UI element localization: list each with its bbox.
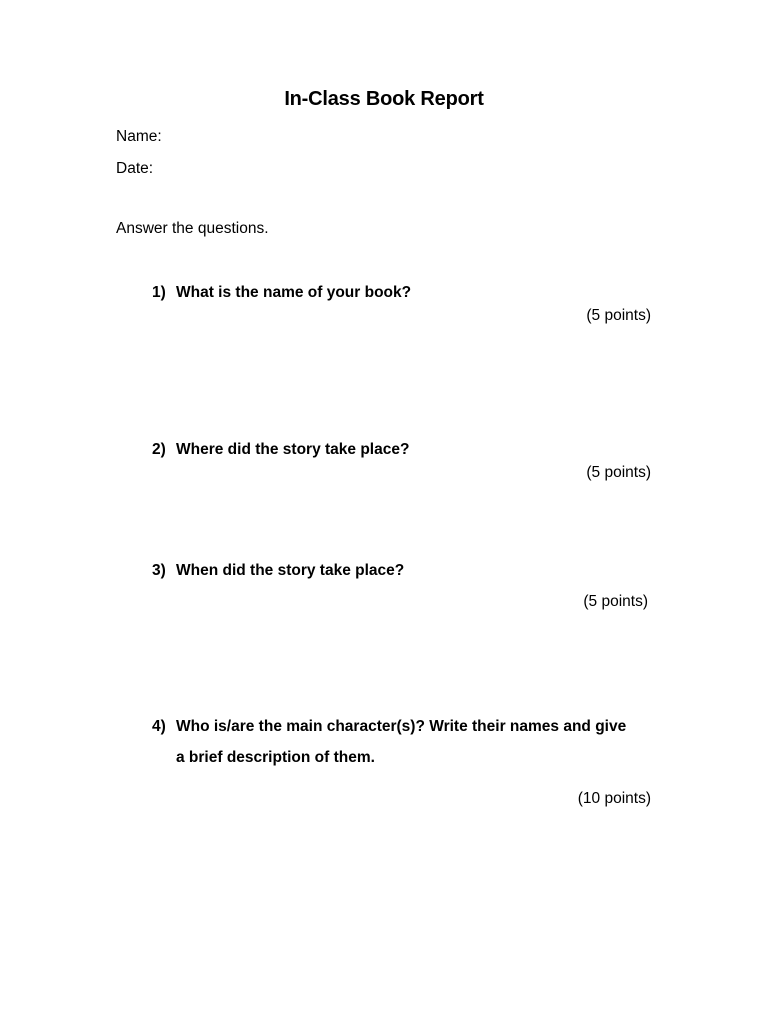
question-1-text: What is the name of your book?: [176, 284, 412, 301]
question-3-points: (5 points): [583, 593, 648, 610]
question-4-text-line-2: a brief description of them.: [176, 749, 375, 766]
instructions-text: Answer the questions.: [116, 220, 269, 237]
question-2-number: 2): [152, 441, 166, 458]
question-4-number: 4): [152, 718, 166, 735]
name-label: Name:: [116, 128, 162, 145]
question-3-text: When did the story take place?: [176, 562, 405, 579]
date-label: Date:: [116, 160, 154, 177]
question-2-points: (5 points): [586, 464, 651, 481]
question-1-number: 1): [152, 284, 166, 301]
question-4-text-line-1: Who is/are the main character(s)? Write their names and give: [176, 718, 627, 735]
page-title: In-Class Book Report: [284, 88, 484, 110]
question-3-number: 3): [152, 562, 166, 579]
question-1-points: (5 points): [586, 307, 651, 324]
question-4-points: (10 points): [577, 790, 651, 807]
question-2-text: Where did the story take place?: [176, 441, 410, 458]
